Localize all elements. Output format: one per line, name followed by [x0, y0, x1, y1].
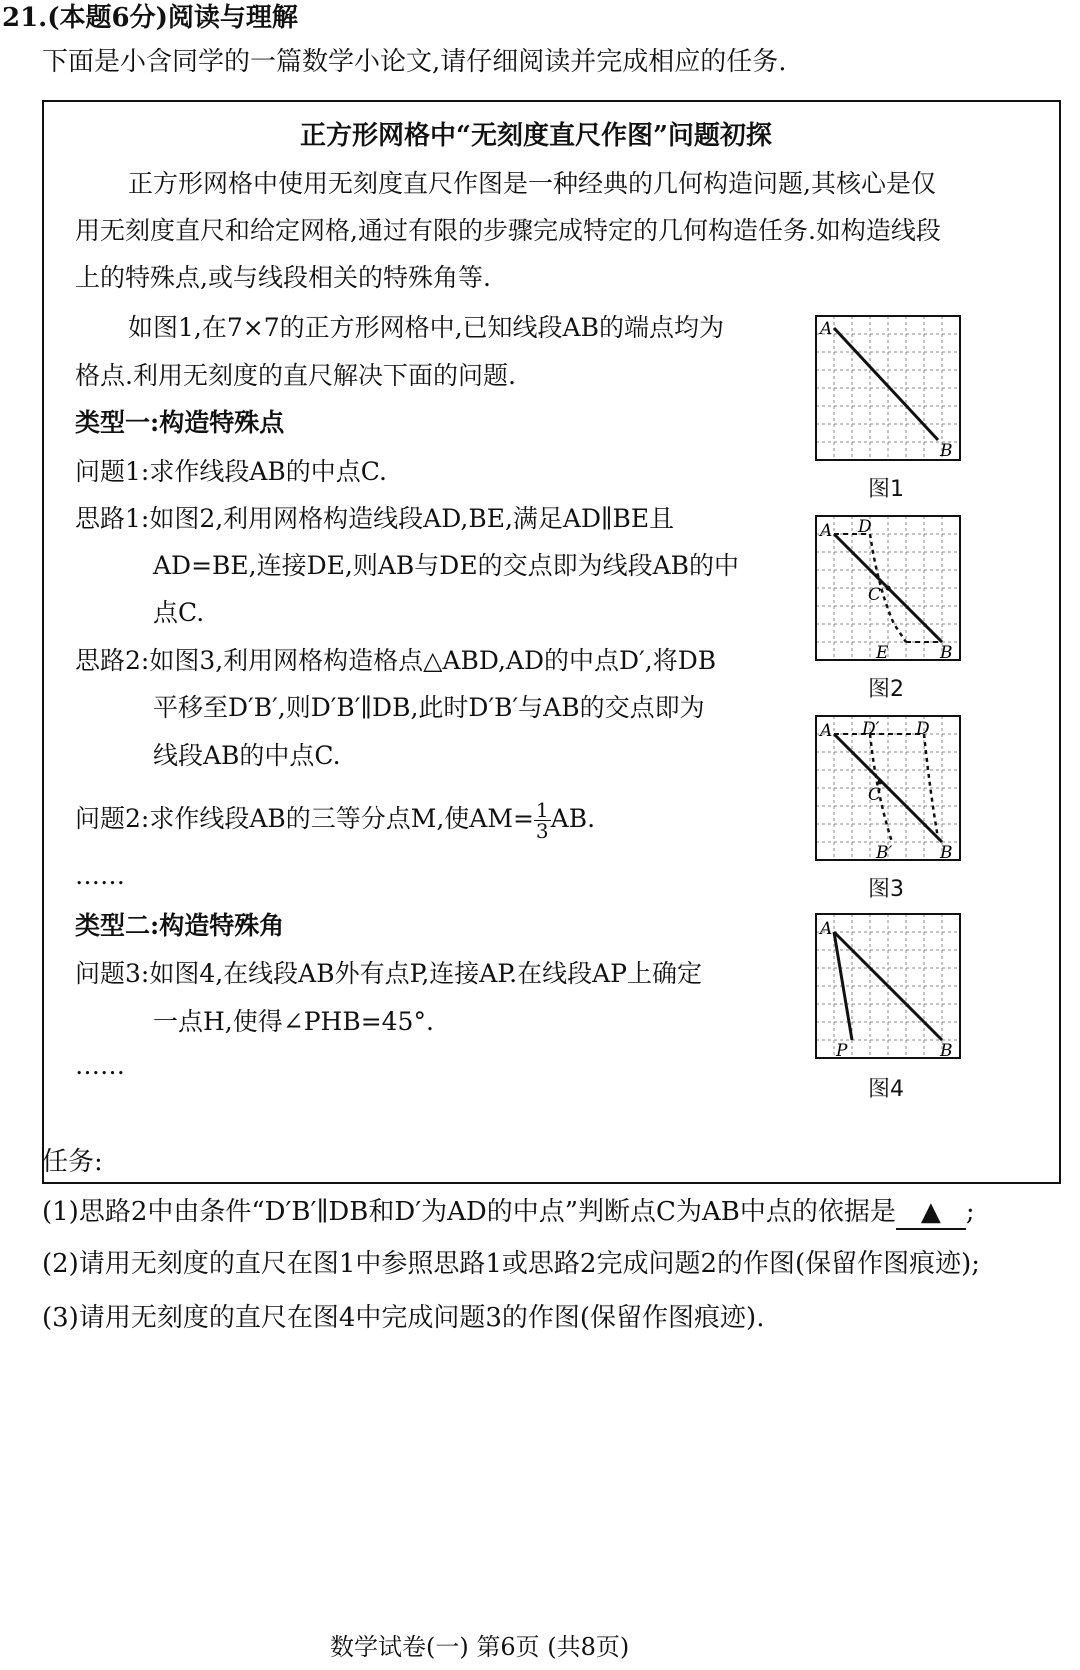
- label-b: B: [940, 441, 953, 461]
- figure-1-svg: [812, 312, 964, 464]
- fraction-one-third: [534, 800, 551, 841]
- figure-2-caption: 图2: [868, 677, 904, 702]
- label-a: A: [820, 919, 833, 939]
- label-d: D: [916, 719, 930, 739]
- type2-heading: 类型二:构造特殊角: [75, 911, 285, 940]
- essay-para2-line1: 如图1,在7×7的正方形网格中,已知线段AB的端点均为: [128, 313, 724, 342]
- figure-3-svg: [812, 712, 964, 864]
- idea1-line1: 思路1:如图2,利用网格构造线段AD,BE,满足AD∥BE且: [75, 504, 675, 533]
- task-2: (2)请用无刻度的直尺在图1中参照思路1或思路2完成问题2的作图(保留作图痕迹);: [42, 1249, 981, 1279]
- label-a: A: [820, 319, 833, 339]
- label-a: A: [820, 721, 833, 741]
- essay-para1-line1: 正方形网格中使用无刻度直尺作图是一种经典的几何构造问题,其核心是仅: [128, 169, 936, 198]
- page-footer: 数学试卷(一) 第6页 (共8页): [330, 1633, 630, 1661]
- question3-line2: 一点H,使得∠PHB=45°.: [153, 1007, 434, 1036]
- idea2-line3: 线段AB的中点C.: [153, 741, 341, 770]
- type1-heading: 类型一:构造特殊点: [75, 408, 285, 437]
- label-e: E: [876, 643, 889, 663]
- point-c: [886, 586, 891, 591]
- point-c: [878, 780, 883, 785]
- idea1-line3: 点C.: [153, 598, 205, 627]
- label-c: C: [868, 785, 882, 805]
- idea2-line1: 思路2:如图3,利用网格构造格点△ABD,AD的中点D′,将DB: [75, 646, 717, 675]
- question2-suffix: AB.: [550, 804, 596, 833]
- fraction-denominator: 3: [535, 819, 549, 843]
- question2: [75, 800, 595, 841]
- figure-1-caption: 图1: [868, 477, 904, 502]
- label-d: D: [858, 517, 872, 537]
- figure-4-caption: 图4: [868, 1077, 904, 1102]
- question2-prefix: 问题2:求作线段AB的三等分点M,使AM=: [75, 804, 534, 833]
- essay-title: 正方形网格中“无刻度直尺作图”问题初探: [300, 121, 772, 151]
- figure-2: [812, 512, 964, 664]
- label-b: B: [940, 843, 953, 863]
- question3-line1: 问题3:如图4,在线段AB外有点P,连接AP.在线段AP上确定: [75, 959, 702, 988]
- question1: 问题1:求作线段AB的中点C.: [75, 457, 387, 486]
- label-p: P: [836, 1041, 848, 1061]
- task-1-text: (1)思路2中由条件“D′B′∥DB和D′为AD的中点”判断点C为AB中点的依据是: [42, 1197, 896, 1227]
- segment-db: [924, 734, 938, 838]
- task-3: (3)请用无刻度的直尺在图4中完成问题3的作图(保留作图痕迹).: [42, 1303, 765, 1333]
- label-a: A: [820, 521, 833, 541]
- idea2-line2: 平移至D′B′,则D′B′∥DB,此时D′B′与AB的交点即为: [153, 693, 705, 722]
- figure-3: [812, 712, 964, 864]
- question-header: 21.(本题6分)阅读与理解: [2, 3, 298, 33]
- figure-4: [812, 910, 964, 1062]
- figure-1: [812, 312, 964, 464]
- label-c: C: [868, 585, 882, 605]
- essay-para1-line3: 上的特殊点,或与线段相关的特殊角等.: [75, 263, 491, 292]
- question-intro: 下面是小含同学的一篇数学小论文,请仔细阅读并完成相应的任务.: [42, 47, 787, 77]
- label-b: B: [940, 643, 953, 663]
- idea1-line2: AD=BE,连接DE,则AB与DE的交点即为线段AB的中: [153, 551, 739, 580]
- label-d-prime: D′: [862, 719, 880, 739]
- ellipsis-2: ……: [75, 1051, 125, 1080]
- figure-3-caption: 图3: [868, 877, 904, 902]
- label-b: B: [940, 1041, 953, 1061]
- essay-para1-line2: 用无刻度直尺和给定网格,通过有限的步骤完成特定的几何构造任务.如构造线段: [75, 216, 941, 245]
- answer-blank: ▲: [896, 1196, 966, 1230]
- ellipsis-1: ……: [75, 861, 125, 890]
- label-b-prime: B′: [876, 843, 893, 863]
- tasks-heading: 任务:: [42, 1147, 103, 1177]
- task-1-suffix: ;: [965, 1197, 975, 1227]
- figure-2-svg: [812, 512, 964, 664]
- task-1: [42, 1196, 975, 1230]
- essay-para2-line2: 格点.利用无刻度的直尺解决下面的问题.: [75, 361, 516, 390]
- fraction-numerator: 1: [535, 798, 549, 822]
- figure-4-svg: [812, 910, 964, 1062]
- segment-ab: [834, 328, 938, 440]
